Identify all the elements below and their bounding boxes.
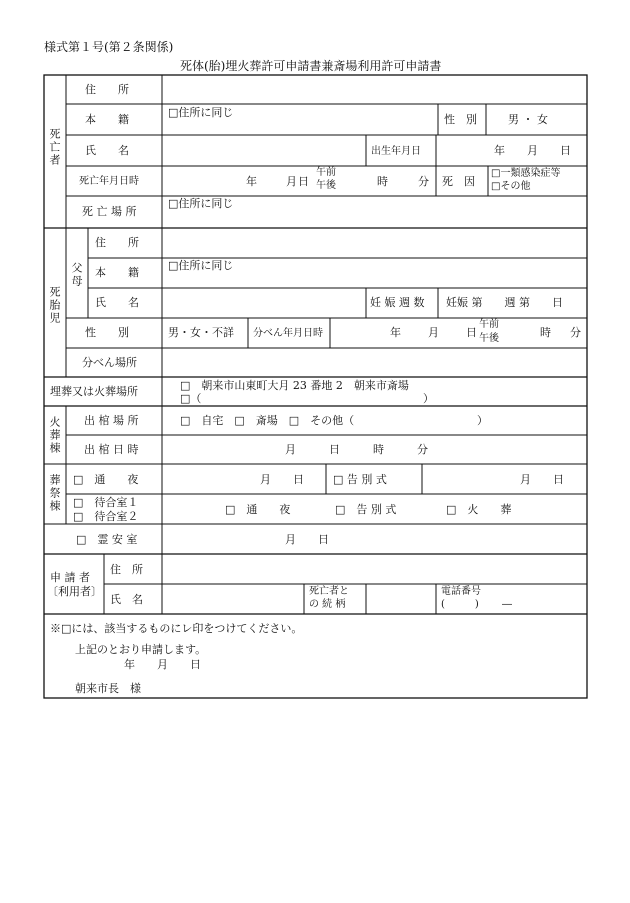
delivery-hour: 時 bbox=[540, 326, 551, 339]
stillborn-sex-options[interactable]: 男・女・不詳 bbox=[168, 326, 234, 339]
stillborn-section-label: 死胎児 bbox=[48, 286, 61, 325]
relation-label-line1: 死亡者と bbox=[309, 586, 349, 597]
checkbox-note: ※□には、該当するものにレ印をつけてください。 bbox=[50, 622, 303, 635]
deceased-death-year: 年 bbox=[246, 175, 257, 188]
mortuary-checkbox[interactable]: □ 霊 安 室 bbox=[76, 533, 138, 546]
gestation-label: 妊 娠 週 数 bbox=[370, 296, 425, 309]
burial-option-city-crematorium[interactable]: □ 朝来市山東町大月 23 番地 2 朝来市斎場 bbox=[180, 379, 409, 392]
applicant-label: 申 請 者 bbox=[50, 571, 90, 584]
parents-domicile-label: 本 籍 bbox=[95, 266, 139, 279]
parents-same-address-checkbox[interactable]: □住所に同じ bbox=[168, 259, 234, 272]
phone-format[interactable]: ( ) ― bbox=[441, 599, 512, 610]
funeral-section-label: 葬祭棟 bbox=[48, 474, 61, 513]
deceased-cause-option-2[interactable]: □その他 bbox=[491, 181, 531, 192]
delivery-place-label: 分べん場所 bbox=[82, 356, 137, 369]
delivery-datetime-label: 分べん年月日時 bbox=[253, 328, 323, 339]
deceased-section-label: 死亡者 bbox=[48, 128, 61, 167]
waiting-room-2-checkbox[interactable]: □ 待合室２ bbox=[73, 510, 139, 523]
user-label: 〔利用者〕 bbox=[47, 585, 102, 598]
deceased-name-label: 氏 名 bbox=[85, 144, 129, 157]
deceased-death-place-same-checkbox[interactable]: □住所に同じ bbox=[168, 197, 234, 210]
burial-option-other-open[interactable]: □（ bbox=[180, 392, 202, 405]
addressee: 朝来市長 様 bbox=[75, 682, 141, 695]
waiting-wake-checkbox[interactable]: □ 通 夜 bbox=[225, 503, 291, 516]
deceased-domicile-label: 本 籍 bbox=[85, 113, 129, 126]
delivery-month: 月 bbox=[428, 326, 439, 339]
deceased-address-label: 住 所 bbox=[85, 83, 129, 96]
deceased-death-datetime-label: 死亡年月日時 bbox=[79, 176, 139, 187]
deceased-death-am: 午前 bbox=[316, 167, 336, 178]
deceased-death-hour: 時 bbox=[377, 175, 388, 188]
ceremony-date: 月 日 bbox=[520, 473, 564, 486]
departure-place-label: 出 棺 場 所 bbox=[84, 414, 139, 427]
deceased-death-place-label: 死 亡 場 所 bbox=[82, 205, 137, 218]
departure-time-label: 出 棺 日 時 bbox=[84, 443, 139, 456]
deceased-death-minute: 分 bbox=[418, 175, 429, 188]
request-statement: 上記のとおり申請します。 bbox=[75, 643, 207, 656]
deceased-sex-label: 性 別 bbox=[444, 113, 477, 126]
delivery-pm: 午後 bbox=[479, 333, 499, 344]
deceased-same-address-checkbox[interactable]: □住所に同じ bbox=[168, 106, 234, 119]
deceased-cause-option-1[interactable]: □一類感染症等 bbox=[491, 168, 561, 179]
parents-address-label: 住 所 bbox=[95, 236, 139, 249]
waiting-room-1-checkbox[interactable]: □ 待合室１ bbox=[73, 496, 139, 509]
deceased-death-day: 日 bbox=[298, 175, 309, 188]
deceased-birth-ymd: 年 月 日 bbox=[494, 144, 571, 157]
burial-option-other-close: ） bbox=[423, 392, 434, 405]
deceased-death-month: 月 bbox=[286, 175, 297, 188]
parents-label: 父母 bbox=[70, 262, 83, 288]
parents-name-label: 氏 名 bbox=[95, 296, 139, 309]
applicant-name-label: 氏 名 bbox=[110, 593, 143, 606]
mortuary-date: 月 日 bbox=[285, 533, 329, 546]
gestation-value: 妊娠 第 週 第 日 bbox=[446, 296, 563, 309]
cremation-section-label: 火葬棟 bbox=[48, 416, 61, 455]
departure-place-options[interactable]: □ 自宅 □ 斎場 □ その他（ bbox=[180, 414, 355, 427]
deceased-death-pm: 午後 bbox=[316, 180, 336, 191]
departure-time-value: 月 日 時 分 bbox=[285, 443, 428, 456]
ceremony-checkbox[interactable]: □ 告 別 式 bbox=[333, 473, 387, 486]
wake-date: 月 日 bbox=[260, 473, 304, 486]
waiting-cremation-checkbox[interactable]: □ 火 葬 bbox=[446, 503, 512, 516]
departure-place-close: ） bbox=[477, 414, 488, 427]
request-date: 年 月 日 bbox=[124, 658, 201, 671]
form-number: 様式第１号(第２条関係) bbox=[44, 40, 174, 54]
deceased-cause-label: 死 因 bbox=[442, 175, 475, 188]
delivery-day: 日 bbox=[466, 326, 477, 339]
burial-place-label: 埋葬又は火葬場所 bbox=[50, 385, 138, 398]
stillborn-sex-label: 性 別 bbox=[85, 326, 129, 339]
delivery-am: 午前 bbox=[479, 319, 499, 330]
wake-checkbox[interactable]: □ 通 夜 bbox=[73, 473, 139, 486]
deceased-birth-label: 出生年月日 bbox=[371, 146, 421, 157]
phone-label: 電話番号 bbox=[441, 586, 481, 597]
applicant-address-label: 住 所 bbox=[110, 563, 143, 576]
deceased-sex-options[interactable]: 男 ・ 女 bbox=[508, 113, 548, 126]
relation-label-line2: の 続 柄 bbox=[309, 599, 346, 610]
form-title: 死体(胎)埋火葬許可申請書兼斎場利用許可申請書 bbox=[180, 59, 442, 73]
delivery-year: 年 bbox=[390, 326, 401, 339]
waiting-ceremony-checkbox[interactable]: □ 告 別 式 bbox=[335, 503, 397, 516]
delivery-minute: 分 bbox=[570, 326, 581, 339]
